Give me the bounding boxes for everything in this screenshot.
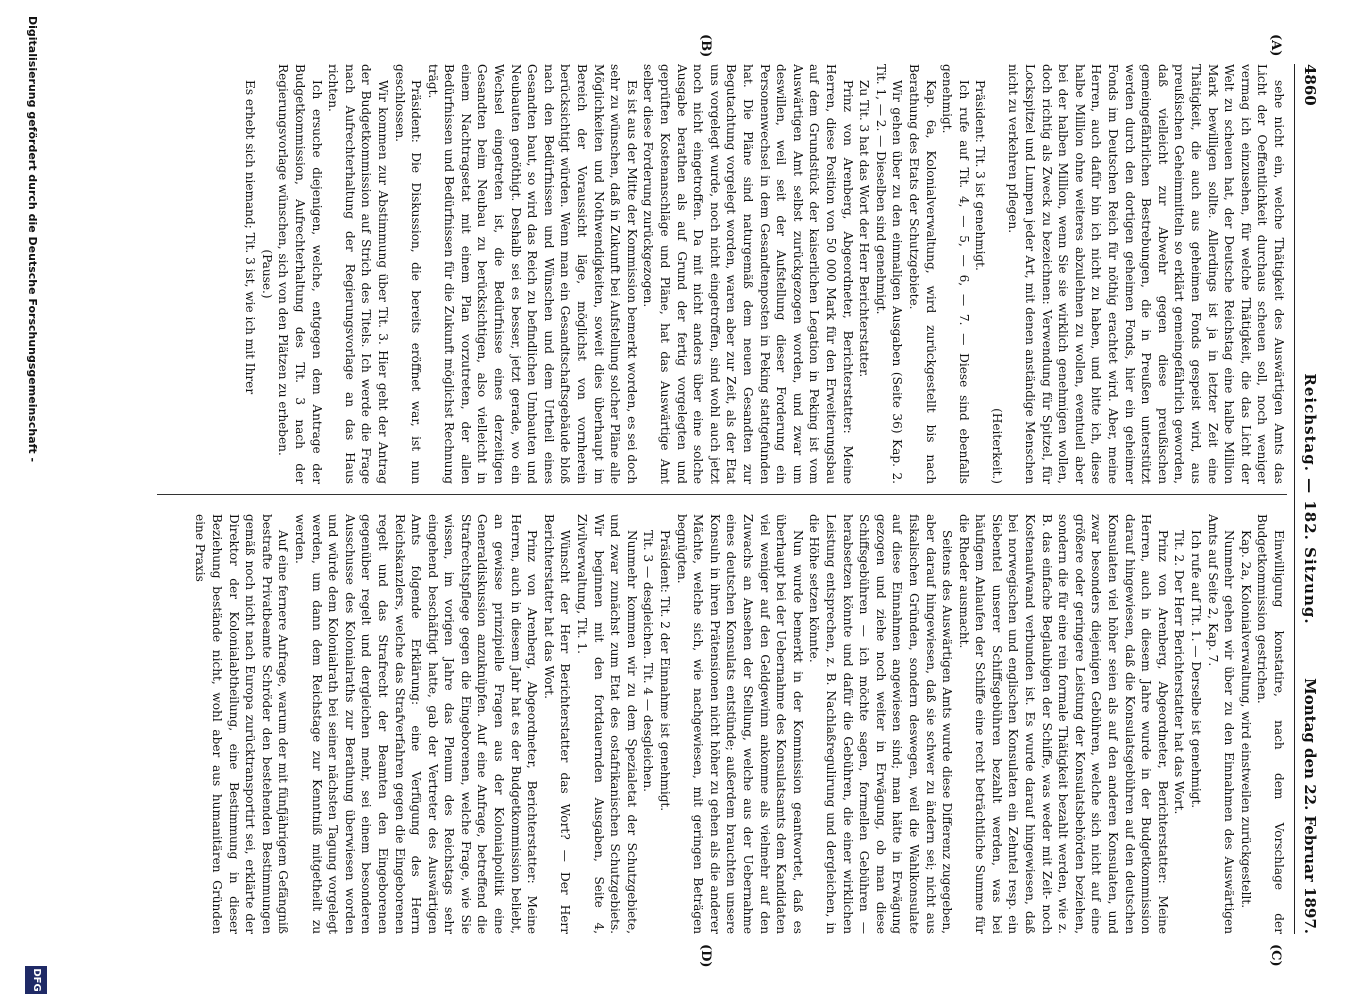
paragraph: Wir gehen über zu den einmaligen Ausgaben (Seite 36) Kap. 2. Tit. 1, — 2. — Dieselben sind genehmigt. [873, 64, 905, 484]
digitization-credit [13, 0, 53, 1000]
paragraph: Prinz von Arenberg, Abgeordneter, Berichterstatter: Meine Herren, auch in diesem Jahre wurde in der Budgetkommission darauf hingewiesen, daß die Konsulatsgebühren auf den deutschen Konsulaten viel höher seien als auf den anderen Konsulaten, und zwar besonders diejenigen Gebühren, welche sich nicht auf eine größere oder geringere Leistung der Konsulatsbehörden beziehen, sondern die für eine rein formale Thätigkeit bezahlt werden, wie z. B. das einfache Beglaubigen der Schiffe, was weder mit Zeit- noch Kostenaufwand verbunden ist. Es wurde darauf hingewiesen, daß bei norwegischen und englischen Konsulaten ein Zehntel resp. ein Siebentel unserer Schiffsgebühren bezahlt werden, was bei häufigem Anlaufen der Schiffe eine recht beträchtliche Summe für die Rheder ausmacht. [956, 514, 1170, 934]
dfg-logo: DFG [25, 966, 47, 994]
margin-mark-d: (D) [698, 944, 713, 968]
paragraph: Wünscht der Herr Berichterstatter das Wort? — Der Herr Berichterstatter hat das Wort. [541, 514, 573, 934]
paragraph: Wir kommen zur Abstimmung über Tit. 3. Hier geht der Antrag der Budgetkommission auf Strich des Titels. Ich werde die Frage nach Aufrechterhaltung der Regierungsvorlage an das Haus richten. [326, 64, 390, 484]
paragraph: Nunmehr kommen wir zu dem Spezialetat der Schutzgebiete, und zwar zunächst zum Etat des ostafrikanischen Schutzgebiets. Wir beginnen mit den fortdauernden Ausgaben, Seite 4, Zivilverwaltung, Tit. 1. [575, 514, 639, 934]
margin-mark-b: (B) [698, 34, 713, 58]
paragraph: Tit. 3 — desgleichen. Tit. 4 — desgleichen. [641, 530, 656, 792]
paragraph: Prinz von Arenberg, Abgeordneter, Berichterstatter: Meine Herren, auch in diesem Jahr hat es der Budgetkommission beliebt, an gewisse prinzipielle Fragen aus der Kolonialpolitik eine Generaldiskussion anzuknüpfen. Auf eine Anfrage, betreffend die Strafrechtspflege gegen die Eingeborenen, welche Frage, wie Sie wissen, im vorigen Jahre das Plenum des Reichstags sehr eingehend beschäftigt hatte, gab der Vertreter des Auswärtigen Amts folgende Erklärung: eine Verfügung des Herrn Reichskanzlers, welche das Strafverfahren gegen die Eingeborenen regelt und das Strafrecht der Beamten den Eingeborenen gegenüber regelt und dergleichen mehr, sei einem besonderen Ausschusse des Kolonialraths zur Berathung überwiesen worden und würde dem Kolonialrath bei seiner nächsten Tagung vorgelegt werden, um dann dem Reichstage zur Kenntniß mitgetheilt zu werden. [292, 514, 540, 934]
paragraph: Kap. 2a, Kolonialverwaltung, wird einstweilen zurückgestellt. [1238, 530, 1253, 909]
stage-direction: (Heiterkeit.) [989, 408, 1004, 484]
page-number: 4860 [1301, 64, 1319, 106]
left-column [147, 64, 1287, 484]
paragraph: Zu Tit. 3 hat das Wort der Herr Berichterstatter. [857, 80, 872, 378]
stage-direction: (Pause.) [259, 249, 274, 299]
paragraph: Tit. 2. Der Herr Berichterstatter hat das Wort. [1172, 530, 1187, 815]
page-title: Reichstag. — 182. Sitzung. [1301, 373, 1319, 625]
margin-mark-c: (C) [1268, 944, 1283, 967]
paragraph: Seitens des Auswärtigen Amts wurde diese Differenz zugegeben, aber darauf hingewiesen, daß sie schwer zu ändern sei; nicht aus fiskalischen Gründen, sondern deswegen, weil die Wahlkonsulate auf diese Einnahmen angewiesen sind; man hätte in Erwägung gezogen und ziehe noch weiter in Erwägung, ob man diese Schiffsgebühren — ich möchte sagen, formellen Gebühren — herabsetzen könnte und dafür die Gebühren, die einer wirklichen Leistung entsprechen, z. B. Nachlaßregulirung und dergleichen, in die Höhe setzen könnte. [807, 514, 955, 934]
paragraph: Nun wurde bemerkt in der Kommission geantwortet, daß es überhaupt bei der Uebernahme des Konsulatsamts dem Kandidaten viel weniger auf den Geldgewinn ankomme als vielmehr auf den Zuwachs an Ansehen der Stellung, welche aus der Uebernahme eines deutschen Konsulats entstünde; außerdem brauchten unsere Konsuln in ihren Prätensionen nicht höher zu gehen als die anderer Mächte, welche sich, wie nachgewiesen, mit geringen Beträgen begnügten. [674, 514, 805, 934]
paragraph: Ich rufe auf Tit. 1. — Derselbe ist genehmigt. [1189, 530, 1204, 809]
margin-mark-a: (A) [1268, 34, 1283, 57]
paragraph: Ich ersuche diejenigen, welche, entgegen dem Antrage der Budgetkommission, Aufrechterhaltung des Tit. 3 nach der Regierungsvorlage wünschen, sich von den Plätzen zu erheben. [276, 64, 324, 484]
header-rule [1294, 64, 1295, 934]
column-divider [157, 494, 1287, 495]
paragraph: Präsident: Tit. 2 der Einnahme ist genehmigt. [658, 530, 673, 812]
paragraph: Auf eine fernere Anfrage, warum der mit fünfjährigem Gefängniß bestrafte Privatbeamte Schröder den bestehenden Bestimmungen gemäß noch nicht nach Europa zurücktransportirt sei, erklärte der Direktor der Kolonialabtheilung, eine Bestimmung in dieser Beziehung bestände nicht, wohl aber aus humanitären Gründen eine Praxis [193, 514, 291, 934]
paragraph: Nunmehr gehen wir über zu den Einnahmen des Auswärtigen Amts auf Seite 2, Kap. 7. [1205, 514, 1237, 934]
paragraph: Ich rufe auf Tit. 4, — 5, — 6, — 7. — Diese sind ebenfalls genehmigt. [940, 64, 971, 484]
right-column [147, 514, 1287, 934]
session-date: Montag den 22. Februar 1897. [1301, 678, 1319, 934]
paragraph: Einwilligung konstatire, nach dem Vorschlage der Budgetkommission gestrichen. [1255, 514, 1286, 934]
page-header [1295, 64, 1329, 934]
credit-text: Digitalisierung gefördert durch die Deutsche Forschungsgemeinschaft - [26, 16, 39, 463]
paragraph: Präsident: Die Diskussion, die bereits eröffnet war, ist nun geschlossen. [392, 64, 424, 484]
paragraph: sehe nicht ein, welche Thätigkeit des Auswärtigen Amts das Licht der Oeffentlichkeit durchaus scheuen soll, noch weniger vermag ich einzusehen, für welche Thätigkeit, die das Licht der Welt zu scheuen hat, der Deutsche Reichstag eine halbe Million Mark bewilligen sollte. Allerdings ist ja in letzter Zeit eine Thätigkeit, die auch aus geheimen Fonds gespeist wird, aus preußischen Geheimmitteln so erklärt gemeingefährlich geworden, daß vielleicht zur Abwehr gegen diese preußischen gemeingefährlichen Bestrebungen, die in Preußen unterstützt werden durch den dortigen geheimen Fonds, hier ein geheimer Fonds im Deutschen Reich für nöthig erachtet wird. Aber, meine Herren, auch dafür bin ich nicht zu haben, und bitte ich, diese halbe Million ohne weiteres abzulehnen zu wollen, eventuell aber bei der halben Million, wenn Sie sie wirklich genehmigen wollen, doch richtig als Zweck zu bezeichnen: Verwendung für Spitzel, für Lockspitzel und Lumpen jeder Art, mit denen anständige Menschen nicht zu verkehren pflegen. [1006, 64, 1286, 484]
paragraph: Prinz von Arenberg, Abgeordneter, Berichterstatter: Meine Herren, diese Position von 50 000 Mark für den Erweiterungsbau auf dem Grundstück der kaiserlichen Legation in Peking ist vom Auswärtigen Amt selbst zurückgezogen worden, und zwar um deswillen, weil seit der Aufstellung dieser Forderung ein Personenwechsel in dem Gesandtenposten in Peking stattgefunden hat. Die Pläne sind naturgemäß dem neuen Gesandten zur Begutachtung vorgelegt worden, waren aber zur Zeit, als der Etat uns vorgelegt wurde, noch nicht eingetroffen, sind wohl auch jetzt noch nicht eingetroffen. Da mit nicht anders über eine solche Ausgabe berathen als auf Grund der fertig vorgelegten und geprüften Kostenanschläge und Pläne, hat das Auswärtige Amt selber diese Forderung zurückgezogen. [641, 64, 855, 484]
paragraph: Es ist aus der Mitte der Kommission bemerkt worden, es sei doch sehr zu wünschen, daß in Zukunft bei Aufstellung solcher Pläne alle Möglichkeiten und Nothwendigkeiten, soweit dies überhaupt im Bereich der Voraussicht läge, möglichst von vornherein berücksichtigt würden. Wenn man ein Gesandtschaftsgebäude bloß nach den Bedürfnissen und Wünschen und dem Urtheil eines Gesandten baut, so wird das Reich zu befindlichen Umbauten und Neubauten genöthigt. Deshalb sei es besser, jetzt gerade, wo ein Wechsel eingetreten ist, die Bedürfnisse eines derzeitigen Gesandten beim Neubau zu berücksichtigen, also vielleicht in einem Nachtragsetat mit einem Plan vorzutreten, der allen Bedürfnissen und Bedürfnissen für die Zukunft möglichst Rechnung trägt. [425, 64, 639, 484]
paragraph: Kap. 6a, Kolonialverwaltung, wird zurückgestellt bis nach Berathung des Etats der Schutzgebiete. [906, 64, 938, 484]
paragraph: Es erhebt sich niemand; Tit. 3 ist, wie ich mit Ihrer [243, 80, 258, 395]
paragraph: Präsident: Tit. 3 ist genehmigt. [973, 80, 988, 271]
